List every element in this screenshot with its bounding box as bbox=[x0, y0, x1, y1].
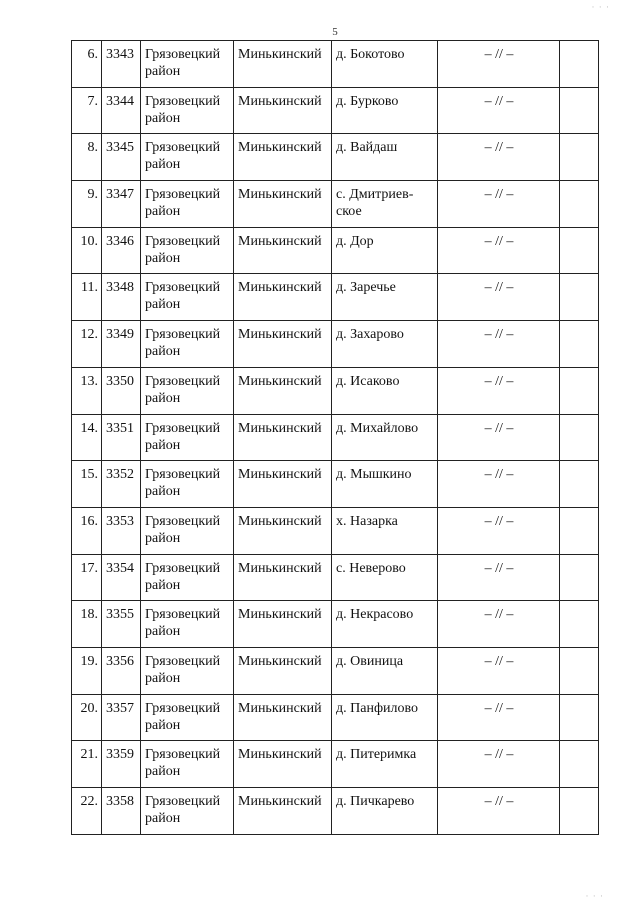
settlement-name: д. Бокотово bbox=[332, 41, 438, 88]
row-number: 16. bbox=[72, 507, 102, 554]
table-row bbox=[72, 461, 599, 508]
row-number: 9. bbox=[72, 181, 102, 228]
table-row bbox=[72, 554, 599, 601]
region-name: Грязовецкий район bbox=[141, 461, 234, 508]
settlements-table bbox=[71, 40, 599, 835]
empty-cell bbox=[560, 741, 599, 788]
empty-cell bbox=[560, 181, 599, 228]
settlement-name: д. Бурково bbox=[332, 87, 438, 134]
settlement-code: 3358 bbox=[102, 788, 141, 835]
region-name: Грязовецкий район bbox=[141, 134, 234, 181]
municipality-name: Минькинский bbox=[234, 694, 332, 741]
table-row bbox=[72, 507, 599, 554]
row-number: 13. bbox=[72, 367, 102, 414]
scan-corner-mark: · · · bbox=[585, 891, 604, 901]
settlement-code: 3359 bbox=[102, 741, 141, 788]
table-row bbox=[72, 647, 599, 694]
region-name: Грязовецкий район bbox=[141, 414, 234, 461]
region-name: Грязовецкий район bbox=[141, 788, 234, 835]
settlement-name: д. Пичкарево bbox=[332, 788, 438, 835]
settlement-code: 3351 bbox=[102, 414, 141, 461]
settlement-name: д. Вайдаш bbox=[332, 134, 438, 181]
table-row bbox=[72, 788, 599, 835]
empty-cell bbox=[560, 647, 599, 694]
row-number: 7. bbox=[72, 87, 102, 134]
settlement-code: 3353 bbox=[102, 507, 141, 554]
table-row bbox=[72, 601, 599, 648]
municipality-name: Минькинский bbox=[234, 647, 332, 694]
empty-cell bbox=[560, 274, 599, 321]
table-row bbox=[72, 367, 599, 414]
table-row bbox=[72, 181, 599, 228]
settlement-name: с. Неверово bbox=[332, 554, 438, 601]
settlement-name: д. Заречье bbox=[332, 274, 438, 321]
table-row bbox=[72, 321, 599, 368]
municipality-name: Минькинский bbox=[234, 227, 332, 274]
settlement-name: д. Овиница bbox=[332, 647, 438, 694]
settlement-code: 3354 bbox=[102, 554, 141, 601]
table-row bbox=[72, 87, 599, 134]
region-name: Грязовецкий район bbox=[141, 741, 234, 788]
empty-cell bbox=[560, 461, 599, 508]
region-name: Грязовецкий район bbox=[141, 601, 234, 648]
ditto-mark: – // – bbox=[438, 647, 560, 694]
ditto-mark: – // – bbox=[438, 41, 560, 88]
table-row bbox=[72, 741, 599, 788]
table-row bbox=[72, 274, 599, 321]
region-name: Грязовецкий район bbox=[141, 694, 234, 741]
settlement-code: 3346 bbox=[102, 227, 141, 274]
row-number: 17. bbox=[72, 554, 102, 601]
municipality-name: Минькинский bbox=[234, 601, 332, 648]
ditto-mark: – // – bbox=[438, 507, 560, 554]
ditto-mark: – // – bbox=[438, 134, 560, 181]
settlement-code: 3357 bbox=[102, 694, 141, 741]
settlement-name: х. Назарка bbox=[332, 507, 438, 554]
settlement-code: 3356 bbox=[102, 647, 141, 694]
row-number: 8. bbox=[72, 134, 102, 181]
empty-cell bbox=[560, 41, 599, 88]
region-name: Грязовецкий район bbox=[141, 227, 234, 274]
settlement-name: д. Исаково bbox=[332, 367, 438, 414]
settlement-code: 3345 bbox=[102, 134, 141, 181]
municipality-name: Минькинский bbox=[234, 461, 332, 508]
municipality-name: Минькинский bbox=[234, 321, 332, 368]
row-number: 12. bbox=[72, 321, 102, 368]
ditto-mark: – // – bbox=[438, 414, 560, 461]
row-number: 14. bbox=[72, 414, 102, 461]
table-row bbox=[72, 227, 599, 274]
empty-cell bbox=[560, 601, 599, 648]
region-name: Грязовецкий район bbox=[141, 87, 234, 134]
settlement-name: д. Некрасово bbox=[332, 601, 438, 648]
row-number: 10. bbox=[72, 227, 102, 274]
ditto-mark: – // – bbox=[438, 321, 560, 368]
table-row bbox=[72, 694, 599, 741]
empty-cell bbox=[560, 321, 599, 368]
ditto-mark: – // – bbox=[438, 554, 560, 601]
empty-cell bbox=[560, 87, 599, 134]
region-name: Грязовецкий район bbox=[141, 41, 234, 88]
row-number: 21. bbox=[72, 741, 102, 788]
ditto-mark: – // – bbox=[438, 461, 560, 508]
ditto-mark: – // – bbox=[438, 181, 560, 228]
table-row bbox=[72, 41, 599, 88]
municipality-name: Минькинский bbox=[234, 41, 332, 88]
municipality-name: Минькинский bbox=[234, 554, 332, 601]
table-body bbox=[72, 41, 599, 835]
ditto-mark: – // – bbox=[438, 694, 560, 741]
municipality-name: Минькинский bbox=[234, 181, 332, 228]
settlement-name: д. Захарово bbox=[332, 321, 438, 368]
settlement-code: 3343 bbox=[102, 41, 141, 88]
region-name: Грязовецкий район bbox=[141, 647, 234, 694]
settlement-name: д. Питеримка bbox=[332, 741, 438, 788]
municipality-name: Минькинский bbox=[234, 788, 332, 835]
empty-cell bbox=[560, 694, 599, 741]
settlement-code: 3347 bbox=[102, 181, 141, 228]
empty-cell bbox=[560, 414, 599, 461]
settlement-code: 3355 bbox=[102, 601, 141, 648]
settlement-name: д. Панфилово bbox=[332, 694, 438, 741]
row-number: 22. bbox=[72, 788, 102, 835]
region-name: Грязовецкий район bbox=[141, 367, 234, 414]
settlement-code: 3349 bbox=[102, 321, 141, 368]
region-name: Грязовецкий район bbox=[141, 321, 234, 368]
empty-cell bbox=[560, 367, 599, 414]
settlement-name: д. Дор bbox=[332, 227, 438, 274]
municipality-name: Минькинский bbox=[234, 134, 332, 181]
settlement-code: 3350 bbox=[102, 367, 141, 414]
empty-cell bbox=[560, 554, 599, 601]
table-row bbox=[72, 134, 599, 181]
settlement-name: с. Дмитриев-ское bbox=[332, 181, 438, 228]
row-number: 18. bbox=[72, 601, 102, 648]
ditto-mark: – // – bbox=[438, 367, 560, 414]
settlement-code: 3352 bbox=[102, 461, 141, 508]
scan-corner-mark: · · · bbox=[591, 2, 610, 12]
row-number: 6. bbox=[72, 41, 102, 88]
page-number: 5 bbox=[332, 26, 338, 38]
ditto-mark: – // – bbox=[438, 741, 560, 788]
region-name: Грязовецкий район bbox=[141, 507, 234, 554]
region-name: Грязовецкий район bbox=[141, 554, 234, 601]
row-number: 11. bbox=[72, 274, 102, 321]
empty-cell bbox=[560, 134, 599, 181]
row-number: 20. bbox=[72, 694, 102, 741]
municipality-name: Минькинский bbox=[234, 87, 332, 134]
municipality-name: Минькинский bbox=[234, 741, 332, 788]
row-number: 19. bbox=[72, 647, 102, 694]
empty-cell bbox=[560, 227, 599, 274]
empty-cell bbox=[560, 507, 599, 554]
ditto-mark: – // – bbox=[438, 227, 560, 274]
ditto-mark: – // – bbox=[438, 274, 560, 321]
municipality-name: Минькинский bbox=[234, 274, 332, 321]
municipality-name: Минькинский bbox=[234, 507, 332, 554]
municipality-name: Минькинский bbox=[234, 367, 332, 414]
settlement-name: д. Михайлово bbox=[332, 414, 438, 461]
table-row bbox=[72, 414, 599, 461]
municipality-name: Минькинский bbox=[234, 414, 332, 461]
row-number: 15. bbox=[72, 461, 102, 508]
settlement-code: 3344 bbox=[102, 87, 141, 134]
region-name: Грязовецкий район bbox=[141, 274, 234, 321]
settlement-name: д. Мышкино bbox=[332, 461, 438, 508]
ditto-mark: – // – bbox=[438, 788, 560, 835]
settlement-code: 3348 bbox=[102, 274, 141, 321]
empty-cell bbox=[560, 788, 599, 835]
ditto-mark: – // – bbox=[438, 87, 560, 134]
region-name: Грязовецкий район bbox=[141, 181, 234, 228]
ditto-mark: – // – bbox=[438, 601, 560, 648]
